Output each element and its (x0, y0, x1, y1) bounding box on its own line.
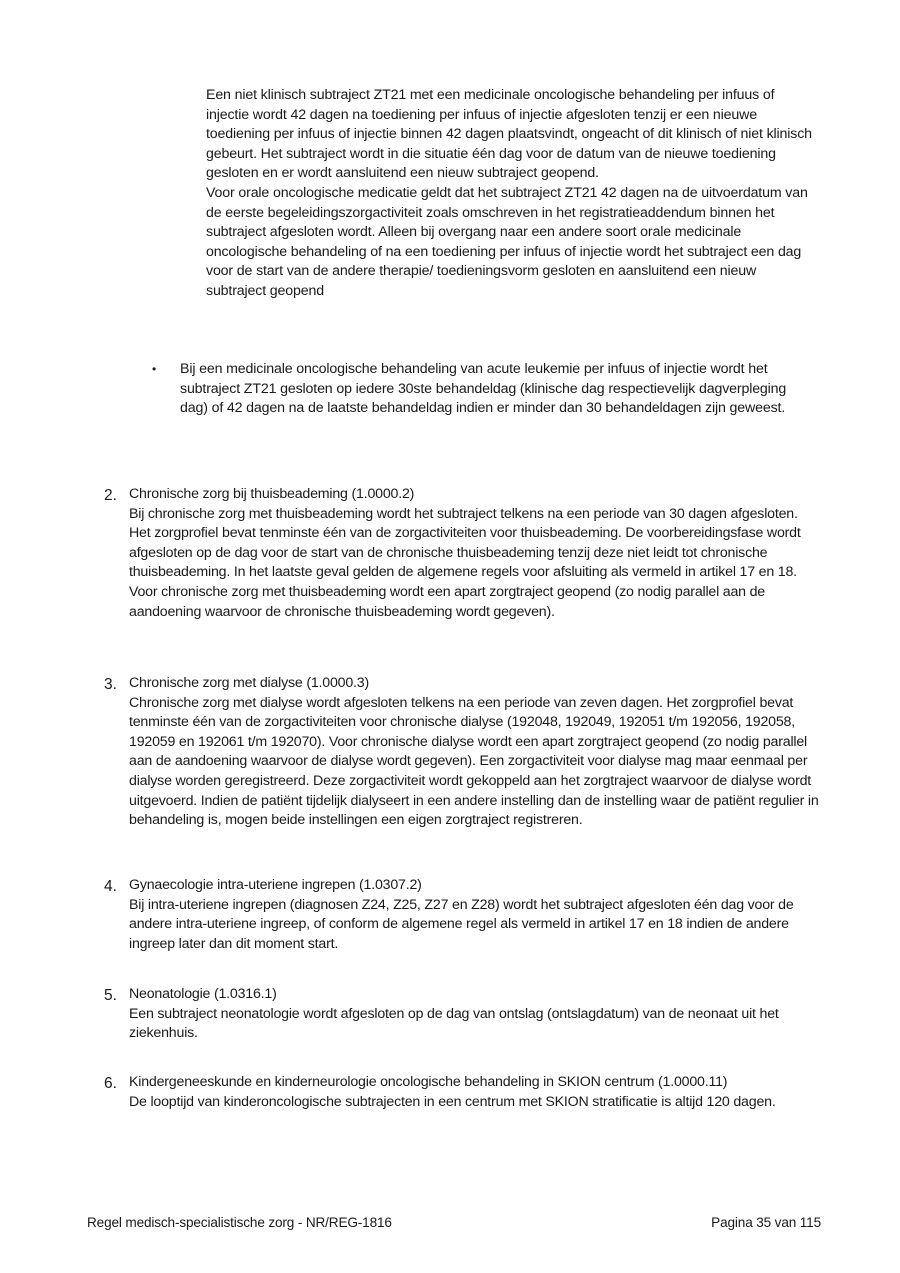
list-item-title: Chronische zorg met dialyse (1.0000.3) (129, 675, 370, 691)
list-item-body: Bij chronische zorg met thuisbeademing wordt het subtraject telkens na een periode van 30 dagen afgesloten. Het zorgprofiel bevat tenminste één van de zorgactiviteiten voor thuisbeademing. De voorbereidingsfase wordt afgesloten op de dag voor de start van de chronische thuisbeademing tenzij deze niet leidt tot chronische thuisbeademing. In het laatste geval gelden de algemene regels voor afsluiting als vermeld in artikel 17 en 18. Voor chronische zorg met thuisbeademing wordt een apart zorgtraject geopend (zo nodig parallel aan de aandoening waarvoor de chronische thuisbeademing wordt gegeven). (129, 505, 801, 620)
paragraph-infusion: Een niet klinisch subtraject ZT21 met een medicinale oncologische behandeling per infuus of injectie wordt 42 dagen na toediening per infuus of injectie afgesloten tenzij er een nieuwe toediening per infuus of injectie binnen 42 dagen plaatsvindt, ongeacht of dit klinisch of niet klinisch gebeurt. Het subtraject wordt in die situatie één dag voor de datum van de nieuwe toediening gesloten en er wordt aansluitend een nieuw subtraject geopend. (206, 87, 812, 182)
list-item-body: Een subtraject neonatologie wordt afgesloten op de dag van ontslag (ontslagdatum) van de neonaat uit het ziekenhuis. (129, 1005, 779, 1042)
list-item-body: Bij intra-uteriene ingrepen (diagnosen Z24, Z25, Z27 en Z28) wordt het subtraject afgesloten één dag voor de andere intra-uteriene ingreep, of conform de algemene regel als vermeld in artikel 17 en 18 indien de andere ingreep later dan dit moment start. (129, 896, 794, 952)
bullet-item-acute-leukemia (152, 360, 812, 419)
list-item-kindergeneeskunde (104, 1073, 820, 1112)
list-item-neonatologie (104, 985, 820, 1044)
list-number: 3. (104, 676, 117, 693)
bullet-text: Bij een medicinale oncologische behandeling van acute leukemie per infuus of injectie wordt het subtraject ZT21 gesloten op iedere 30ste behandeldag (klinische dag respectievelijk dagverpleging dag) of 42 dagen na de laatste behandeldag indien er minder dan 30 behandeldagen zijn geweest. (180, 361, 787, 417)
bullet-marker: • (152, 362, 157, 376)
footer-page-number: Pagina 35 van 115 (711, 1215, 821, 1230)
list-item-body: Chronische zorg met dialyse wordt afgesloten telkens na een periode van zeven dagen. Het zorgprofiel bevat tenminste één van de zorgactiviteiten voor chronische dialyse (192048, 192049, 192051 t/m 192056, 192058, 192059 en 192061 t/m 192070). Voor chronische dialyse wordt een apart zorgtraject geopend (zo nodig parallel aan de aandoening waarvoor de dialyse wordt gegeven). Een zorgactiviteit voor dialyse mag maar eenmaal per dialyse worden geregistreerd. Deze zorgactiviteit wordt gekoppeld aan het zorgtraject waarvoor de dialyse wordt uitgevoerd. Indien de patiënt tijdelijk dialyseert in een andere instelling dan de instelling waar de patiënt regulier in behandeling is, mogen beide instellingen een eigen zorgtraject registreren. (129, 694, 819, 829)
list-number: 6. (104, 1075, 117, 1092)
paragraph-oral-medication: Voor orale oncologische medicatie geldt dat het subtraject ZT21 42 dagen na de uitvoerdatum van de eerste begeleidingszorgactiviteit zoals omschreven in het registratieaddendum binnen het subtraject afgesloten wordt. Alleen bij overgang naar een andere soort orale medicinale oncologische behandeling of na een toediening per infuus of injectie wordt het subtraject een dag voor de start van de andere therapie/ toedieningsvorm gesloten en aansluitend een nieuw subtraject geopend (206, 184, 808, 299)
list-item-title: Gynaecologie intra-uteriene ingrepen (1.0307.2) (129, 877, 422, 893)
footer-document-title: Regel medisch-specialistische zorg - NR/REG-1816 (87, 1215, 392, 1230)
list-number: 4. (104, 878, 117, 895)
continuation-block (206, 86, 816, 302)
list-item-dialyse (104, 674, 820, 831)
list-item-title: Chronische zorg bij thuisbeademing (1.0000.2) (129, 486, 415, 502)
list-item-title: Neonatologie (1.0316.1) (129, 986, 277, 1002)
list-item-gynaecologie (104, 876, 820, 954)
page-footer (87, 1213, 821, 1233)
list-number: 2. (104, 487, 117, 504)
list-item-body: De looptijd van kinderoncologische subtrajecten in een centrum met SKION stratificatie is altijd 120 dagen. (129, 1093, 776, 1110)
list-item-title: Kindergeneeskunde en kinderneurologie oncologische behandeling in SKION centrum (1.0000.11) (129, 1074, 728, 1090)
list-item-thuisbeademing (104, 485, 820, 622)
list-number: 5. (104, 987, 117, 1004)
